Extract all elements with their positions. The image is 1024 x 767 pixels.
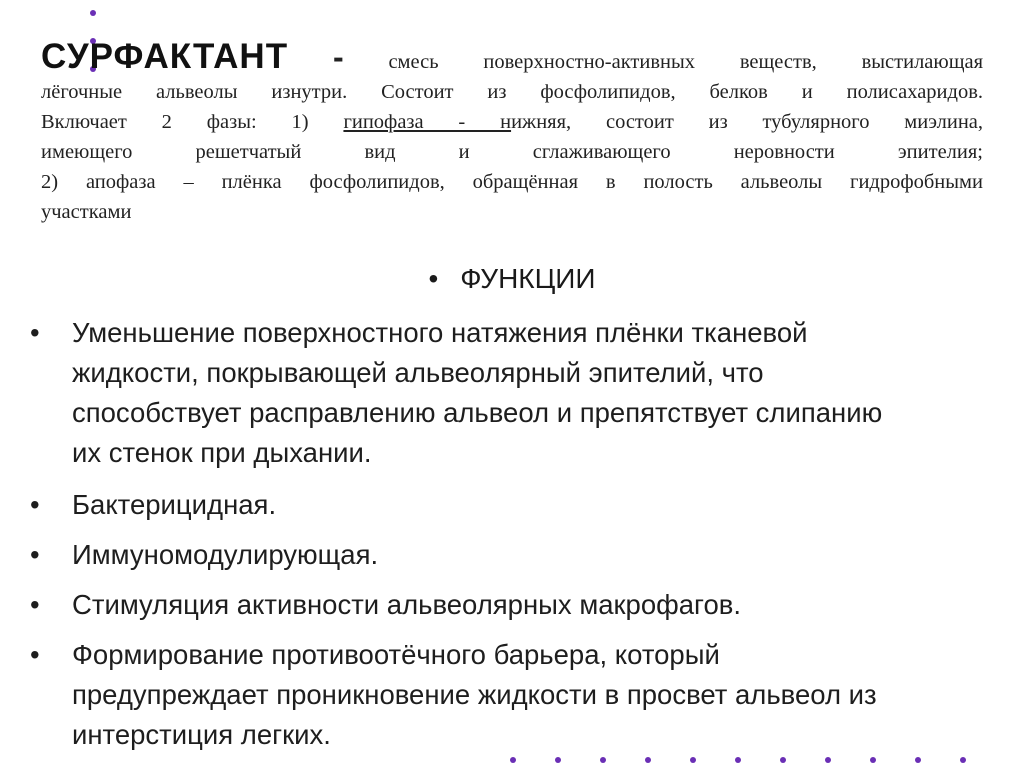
list-item-line: жидкости, покрывающей альвеолярный эпителий, что: [72, 357, 764, 388]
list-item-line: предупреждает проникновение жидкости в просвет альвеол из: [72, 679, 877, 710]
functions-heading: [0, 263, 1024, 295]
decor-dot: [960, 757, 966, 763]
definition-line-6: участками: [41, 201, 132, 223]
decor-dot: [735, 757, 741, 763]
bullet-icon: •: [30, 317, 40, 348]
list-item-line: интерстиция легких.: [72, 719, 331, 750]
definition-text: смесь поверхностно-активных веществ, выстилающая: [388, 51, 984, 73]
function-item-immunomodulating: [30, 535, 1000, 575]
phase-number: 1): [291, 111, 309, 133]
definition-line-1: [41, 37, 984, 77]
phases-intro: Включает 2 фазы:: [41, 111, 257, 133]
list-item-line: Иммуномодулирующая.: [72, 539, 379, 570]
list-item-text: [72, 635, 1000, 755]
list-item-text: [72, 313, 1000, 473]
term-title: СУРФАКТАНТ: [41, 37, 289, 76]
decor-dot: [90, 10, 96, 16]
term-dash: -: [332, 39, 344, 75]
decor-dot: [915, 757, 921, 763]
list-item-line: Бактерицидная.: [72, 489, 277, 520]
bullet-icon: •: [30, 589, 40, 620]
decor-dot: [870, 757, 876, 763]
function-item-anti-edema-barrier: [30, 635, 1000, 755]
function-item-surface-tension: [30, 313, 1000, 473]
list-item-line: Уменьшение поверхностного натяжения плёнки тканевой: [72, 317, 808, 348]
bullet-icon: •: [30, 639, 40, 670]
function-item-macrophages: [30, 585, 1000, 625]
decor-dot: [780, 757, 786, 763]
functions-heading-text: ФУНКЦИИ: [460, 263, 596, 294]
list-item-line: способствует расправлению альвеол и препятствует слипанию: [72, 397, 883, 428]
decor-dot: [825, 757, 831, 763]
definition-line-5: 2) апофаза – плёнка фосфолипидов, обращённая в полость альвеолы гидрофобными: [41, 171, 983, 193]
decor-dot: [645, 757, 651, 763]
hypophase-term: гипофаза - н: [343, 111, 512, 133]
definition-line-3: [41, 107, 983, 137]
definition-block: [41, 37, 984, 227]
decor-dot: [690, 757, 696, 763]
list-item-line: Стимуляция активности альвеолярных макрофагов.: [72, 589, 742, 620]
decor-dot: [510, 757, 516, 763]
list-item-line: Формирование противоотёчного барьера, который: [72, 639, 720, 670]
decor-dot: [600, 757, 606, 763]
hypophase-text: ижняя, состоит из тубулярного миэлина,: [511, 111, 984, 133]
function-item-bactericidal: [30, 485, 1000, 525]
bullet-icon: •: [428, 263, 439, 294]
decor-dot: [555, 757, 561, 763]
bullet-icon: •: [30, 539, 40, 570]
definition-line-2: лёгочные альвеолы изнутри. Состоит из фосфолипидов, белков и полисахаридов.: [41, 81, 983, 103]
bullet-icon: •: [30, 489, 40, 520]
definition-line-4: имеющего решетчатый вид и сглаживающего неровности эпителия;: [41, 141, 983, 163]
list-item-line: их стенок при дыхании.: [72, 437, 372, 468]
